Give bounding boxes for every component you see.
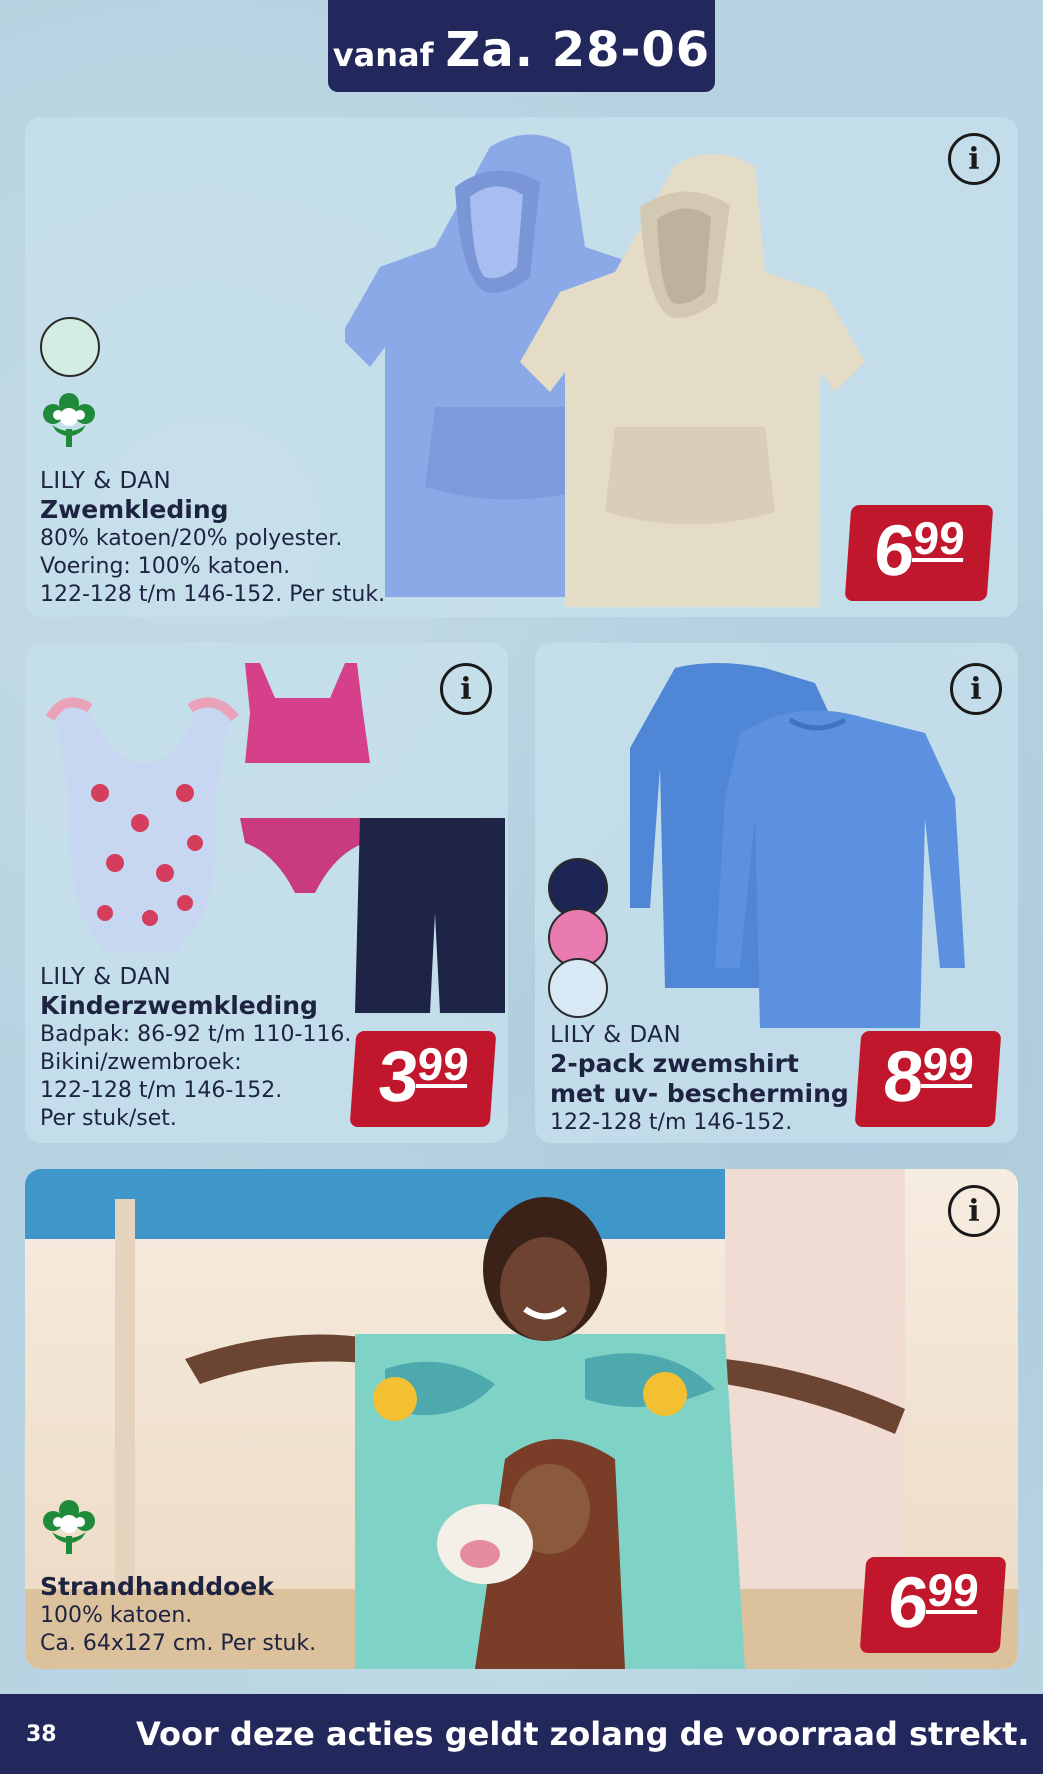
- info-icon[interactable]: i: [948, 133, 1000, 185]
- brand-label: LILY & DAN: [40, 964, 172, 990]
- product-text: [40, 963, 351, 1133]
- cotton-icon: [38, 387, 100, 449]
- page-number: 38: [26, 1721, 57, 1747]
- price-tag: [860, 1557, 1007, 1653]
- price-cents: 99: [415, 1038, 471, 1090]
- info-icon[interactable]: i: [948, 1185, 1000, 1237]
- price-cents: 99: [911, 512, 967, 564]
- product-text: [40, 1572, 316, 1658]
- product-card-zwemkleding[interactable]: [25, 117, 1018, 617]
- footer-message: Voor deze acties geldt zolang de voorraad strekt.: [136, 1715, 1030, 1753]
- product-desc-line: Bikini/zwembroek:: [40, 1050, 242, 1075]
- product-text: [550, 1021, 849, 1137]
- product-name: Zwemkleding: [40, 495, 229, 524]
- color-swatch-lightblue: [548, 958, 608, 1018]
- price-cents: 99: [920, 1038, 976, 1090]
- product-desc-line: Ca. 64x127 cm. Per stuk.: [40, 1631, 317, 1656]
- product-desc-line: Voering: 100% katoen.: [40, 554, 291, 579]
- footer-banner: [0, 1694, 1043, 1774]
- product-text: [40, 467, 385, 609]
- cotton-icon: [38, 1494, 100, 1556]
- product-image-ponchos: [345, 127, 885, 617]
- price-tag: [845, 505, 994, 601]
- product-name-line: 2-pack zwemshirt: [550, 1049, 799, 1078]
- date-prefix: vanaf: [332, 36, 434, 74]
- product-desc-line: 100% katoen.: [40, 1603, 193, 1628]
- product-card-zwemshirt[interactable]: [535, 643, 1018, 1143]
- price-euro: 3: [375, 1037, 420, 1117]
- price-tag: [350, 1031, 497, 1127]
- price-euro: 6: [885, 1563, 930, 1643]
- price-cents: 99: [925, 1564, 981, 1616]
- product-image-rashguards: [605, 658, 1005, 1038]
- price-tag: [855, 1031, 1002, 1127]
- brand-label: LILY & DAN: [40, 468, 172, 494]
- product-desc-line: 122-128 t/m 146-152.: [40, 1078, 283, 1103]
- product-card-kinderzwemkleding[interactable]: [25, 643, 508, 1143]
- product-desc-line: 80% katoen/20% polyester.: [40, 526, 343, 551]
- info-icon[interactable]: i: [950, 663, 1002, 715]
- price-euro: 6: [871, 511, 916, 591]
- product-desc-line: Badpak: 86-92 t/m 110-116.: [40, 1022, 352, 1047]
- product-name: Strandhanddoek: [40, 1572, 274, 1601]
- product-desc-line: 122-128 t/m 146-152. Per stuk.: [40, 582, 386, 607]
- product-card-strandhanddoek[interactable]: [25, 1169, 1018, 1669]
- date-value: Za. 28-06: [445, 22, 711, 78]
- price-euro: 8: [880, 1037, 925, 1117]
- brand-label: LILY & DAN: [550, 1022, 682, 1048]
- product-name: Kinderzwemkleding: [40, 991, 318, 1020]
- product-name-line: met uv- bescherming: [550, 1079, 849, 1108]
- product-desc-line: Per stuk/set.: [40, 1106, 177, 1131]
- color-swatch-mint: [40, 317, 100, 377]
- product-desc-line: 122-128 t/m 146-152.: [550, 1110, 793, 1135]
- date-banner: [328, 0, 715, 92]
- info-icon[interactable]: i: [440, 663, 492, 715]
